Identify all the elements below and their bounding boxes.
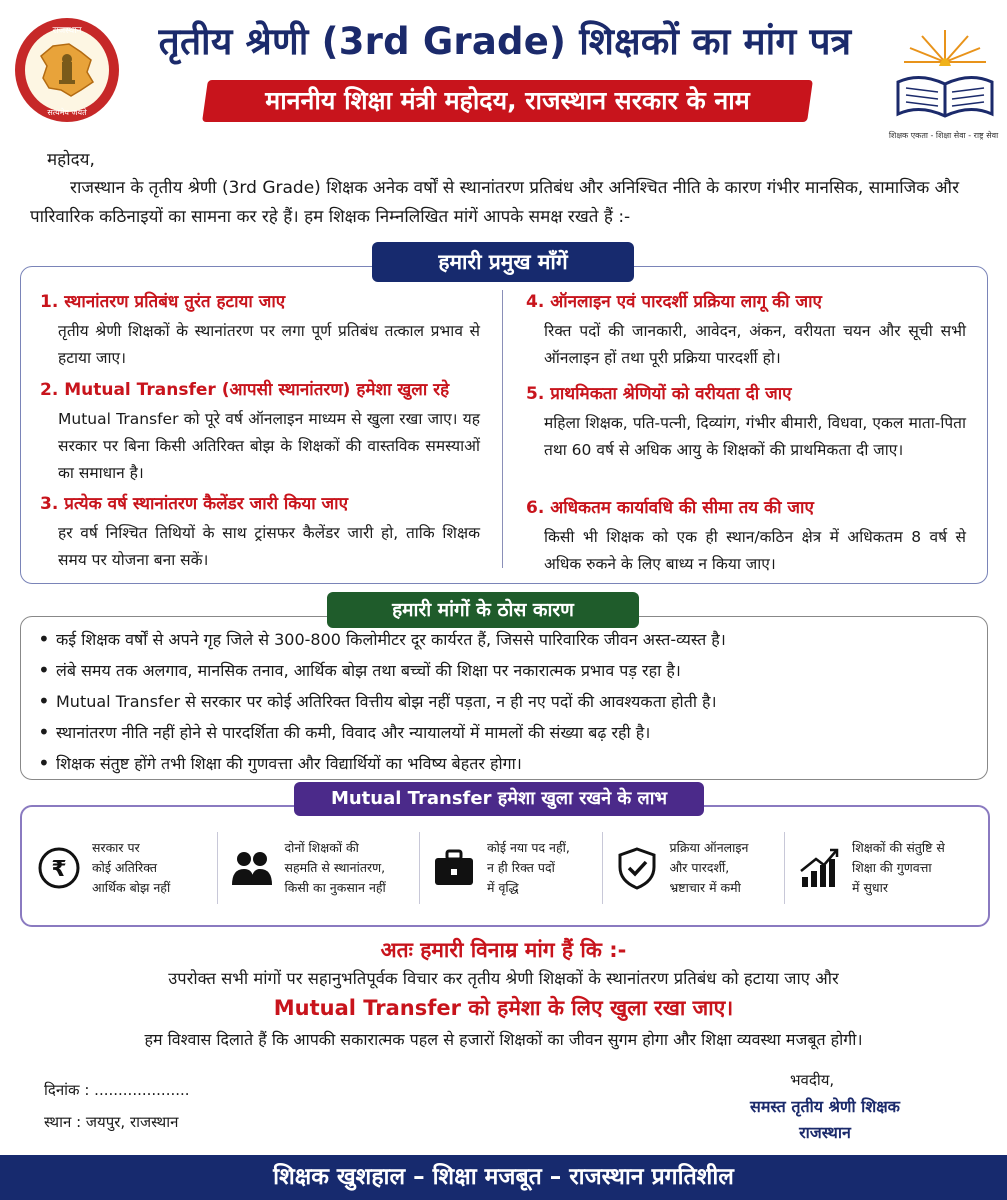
list-item: • Mutual Transfer से सरकार पर कोई अतिरिक्त वित्तीय बोझ नहीं पड़ता, न ही नए पदों की आवश्यकता होती है। <box>34 686 974 717</box>
footer-slogan: शिक्षक खुशहाल – शिक्षा मजबूत – राजस्थान प्रगतिशील <box>0 1155 1007 1200</box>
svg-text:₹: ₹ <box>51 857 67 882</box>
briefcase-icon <box>431 845 477 891</box>
demand-2-title: 2. Mutual Transfer (आपसी स्थानांतरण) हमेशा खुला रहे <box>40 380 450 400</box>
reasons-list <box>34 624 974 779</box>
benefit-5-line-3: में सुधार <box>852 880 888 895</box>
demand-5-body: महिला शिक्षक, पति-पत्नी, दिव्यांग, गंभीर बीमारी, विधवा, एकल माता-पिता तथा 60 वर्ष से अधिक आयु के शिक्षकों की प्राथमिकता दी जाए। <box>544 414 966 459</box>
benefit-1-line-3: आर्थिक बोझ नहीं <box>92 880 171 895</box>
rajasthan-emblem-logo <box>15 18 119 122</box>
benefits-heading: Mutual Transfer हमेशा खुला रखने के लाभ <box>294 782 704 816</box>
demand-6-title: 6. अधिकतम कार्यावधि की सीमा तय की जाए <box>526 498 814 518</box>
demand-2-body: Mutual Transfer को पूरे वर्ष ऑनलाइन माध्यम से खुला रखा जाए। यह सरकार पर बिना किसी अतिरिक्त बोझ के शिक्षकों की वास्तविक समस्याओं का समाधान है। <box>58 410 480 482</box>
benefit-3-line-3: में वृद्धि <box>487 880 519 895</box>
demand-1-body: तृतीय श्रेणी शिक्षकों के स्थानांतरण पर लगा पूर्ण प्रतिबंध तत्काल प्रभाव से हटाया जाए। <box>58 322 480 367</box>
people-icon <box>229 845 275 891</box>
conclusion-line-2: Mutual Transfer को हमेशा के लिए खुला रखा जाए। <box>273 996 734 1020</box>
demand-1-title: 1. स्थानांतरण प्रतिबंध तुरंत हटाया जाए <box>40 292 286 312</box>
growth-chart-icon <box>796 845 842 891</box>
emblem-inner <box>25 28 109 112</box>
demand-6 <box>526 496 966 578</box>
open-book-lamp-logo <box>890 22 1000 132</box>
subtitle-banner: माननीय शिक्षा मंत्री महोदय, राजस्थान सरकार के नाम <box>265 86 750 115</box>
benefit-3-line-2: न ही रिक्त पदों <box>487 860 555 875</box>
demand-1 <box>40 290 480 372</box>
demand-2 <box>40 378 480 487</box>
emblem-bottom-text: सत्यमेव जयते <box>47 108 87 117</box>
demand-3-title: 3. प्रत्येक वर्ष स्थानांतरण कैलेंडर जारी किया जाए <box>40 494 348 514</box>
benefit-separator <box>217 832 218 904</box>
demand-5-title: 5. प्राथमिकता श्रेणियों को वरीयता दी जाए <box>526 384 792 404</box>
benefit-separator <box>602 832 603 904</box>
conclusion-line-1: उपरोक्त सभी मांगों पर सहानुभतिपूर्वक विचार कर तृतीय श्रेणी शिक्षकों के स्थानांतरण प्रतिबंध को हटाया जाए और <box>168 969 839 988</box>
demand-4 <box>526 290 966 372</box>
demand-6-body: किसी भी शिक्षक को एक ही स्थान/कठिन क्षेत्र में अधिकतम 8 वर्ष से अधिक रुकने के लिए बाध्य न किया जाए। <box>544 528 966 573</box>
benefit-2-line-3: किसी का नुकसान नहीं <box>284 880 386 895</box>
list-item: • शिक्षक संतुष्ट होंगे तभी शिक्षा की गुणवत्ता और विद्यार्थियों का भविष्य बेहतर होगा। <box>34 748 974 779</box>
intro-paragraph: राजस्थान के तृतीय श्रेणी (3rd Grade) शिक्षक अनेक वर्षों से स्थानांतरण प्रतिबंध और अनिश्चित नीति के कारण गंभीर मानसिक, सामाजिक और पारिवारिक कठिनाइयों का सामना कर रहे हैं। हम शिक्षक निम्नलिखित मांगें आपके समक्ष रखते हैं :- <box>30 178 960 227</box>
demand-3-body: हर वर्ष निश्चित तिथियों के साथ ट्रांसफर कैलेंडर जारी हो, ताकि शिक्षक समय पर योजना बना सकें। <box>58 524 480 569</box>
benefit-4-line-3: भ्रष्टाचार में कमी <box>669 880 741 895</box>
benefit-item-1 <box>36 838 206 898</box>
conclusion-line-3: हम विश्वास दिलाते हैं कि आपकी सकारात्मक पहल से हजारों शिक्षकों का जीवन सुगम होगा और शिक्षा व्यवस्था मजबूत होगी। <box>144 1030 863 1049</box>
list-item: • कई शिक्षक वर्षों से अपने गृह जिले से 300-800 किलोमीटर दूर कार्यरत हैं, जिससे पारिवारिक जीवन अस्त-व्यस्त है। <box>34 624 974 655</box>
demands-heading: हमारी प्रमुख माँगें <box>372 242 634 282</box>
demand-5 <box>526 382 966 464</box>
date-label: दिनांक : .................... <box>44 1081 190 1099</box>
benefit-2-line-2: सहमति से स्थानांतरण, <box>284 860 386 875</box>
page-title: तृतीय श्रेणी (3rd Grade) शिक्षकों का मांग पत्र <box>158 20 852 63</box>
closing: भवदीय, <box>790 1071 835 1089</box>
salutation: महोदय, <box>47 150 95 170</box>
benefit-separator <box>419 832 420 904</box>
rupee-icon <box>36 845 82 891</box>
demands-divider <box>502 290 503 568</box>
demand-3 <box>40 492 480 574</box>
benefit-item-5 <box>796 838 976 898</box>
benefit-1-line-2: कोई अतिरिक्त <box>92 860 158 875</box>
benefit-2-line-1: दोनों शिक्षकों की <box>284 840 359 855</box>
benefit-item-4 <box>614 838 774 898</box>
shield-check-icon <box>614 845 660 891</box>
benefit-5-line-2: शिक्षा की गुणवत्ता <box>852 860 932 875</box>
benefit-4-line-1: प्रक्रिया ऑनलाइन <box>669 840 749 855</box>
benefit-3-line-1: कोई नया पद नहीं, <box>487 840 570 855</box>
benefits-row <box>36 826 976 910</box>
conclusion-heading: अतः हमारी विनाम्र मांग हैं कि :- <box>380 938 627 962</box>
emblem-top-text: राजस्थान <box>52 26 82 36</box>
logo-caption: शिक्षक एकता - शिक्षा सेवा - राष्ट्र सेवा <box>888 131 999 140</box>
benefit-separator <box>784 832 785 904</box>
signatory-line-2: राजस्थान <box>799 1123 851 1142</box>
list-item: • स्थानांतरण नीति नहीं होने से पारदर्शिता की कमी, विवाद और न्यायालयों में मामलों की संख्या बढ़ रही है। <box>34 717 974 748</box>
demand-4-title: 4. ऑनलाइन एवं पारदर्शी प्रक्रिया लागू की जाए <box>526 292 822 312</box>
reasons-heading: हमारी मांगों के ठोस कारण <box>327 592 639 628</box>
rajasthan-map-icon <box>35 38 99 102</box>
benefit-item-2 <box>229 838 409 898</box>
demand-4-body: रिक्त पदों की जानकारी, आवेदन, अंकन, वरीयता चयन और सूची सभी ऑनलाइन हों तथा पूरी प्रक्रिया पारदर्शी हो। <box>544 322 966 367</box>
benefit-4-line-2: और पारदर्शी, <box>669 860 730 875</box>
place-label: स्थान : जयपुर, राजस्थान <box>44 1113 179 1131</box>
benefit-item-3 <box>431 838 591 898</box>
benefit-5-line-1: शिक्षकों की संतुष्टि से <box>852 840 945 855</box>
signatory-line-1: समस्त तृतीय श्रेणी शिक्षक <box>750 1097 900 1116</box>
list-item: • लंबे समय तक अलगाव, मानसिक तनाव, आर्थिक बोझ तथा बच्चों की शिक्षा पर नकारात्मक प्रभाव पड़ रहा है। <box>34 655 974 686</box>
benefit-1-line-1: सरकार पर <box>92 840 140 855</box>
